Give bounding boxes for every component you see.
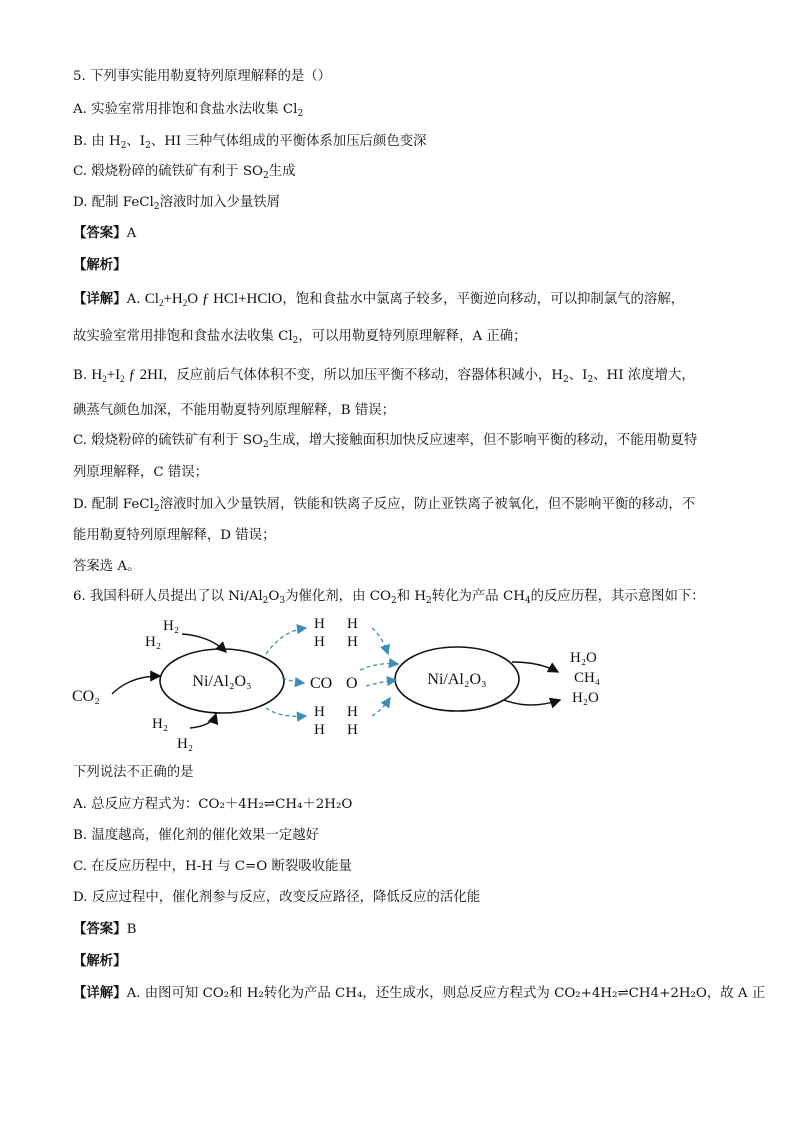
- q6-analysis-label: 【解析】: [73, 953, 127, 969]
- q5-detail-b-line1: B. $H_2+I_2$ ƒ 2HI，反应前后气体体积不变，所以加压平衡不移动，容器体积减小，$H_2$、$I_2$、HI 浓度增大，: [73, 367, 695, 385]
- q5-detail-c-line2: 列原理解释，C 错误；: [73, 465, 209, 480]
- q5-conclusion: 答案选 A。: [73, 559, 141, 574]
- q5-detail-d-line2: 能用勒夏特列原理解释，D 错误；: [73, 528, 276, 543]
- intermediate-h: H: [314, 722, 325, 738]
- reactant-h2-bottom-a: H₂: [152, 716, 169, 732]
- arrow-dashed: [266, 628, 306, 654]
- arrow-dashed: [282, 678, 304, 683]
- product-h2o: H₂O: [570, 650, 597, 666]
- q6-option-b: B. 温度越高，催化剂的催化效果一定越好: [73, 828, 319, 843]
- intermediate-h: H: [347, 704, 358, 720]
- q6-prompt: 下列说法不正确的是: [73, 765, 194, 780]
- q5-option-a: A. 实验室常用排饱和食盐水法收集 $Cl_2$: [73, 102, 304, 119]
- arrow-dashed: [372, 698, 390, 716]
- product-h2o: H₂O: [572, 690, 599, 706]
- intermediate-h: H: [314, 616, 325, 632]
- intermediate-h: H: [347, 722, 358, 738]
- q6-option-d: D. 反应过程中，催化剂参与反应，改变反应路径，降低反应的活化能: [73, 890, 481, 905]
- q5-analysis-label: 【解析】: [73, 257, 127, 273]
- reactant-h2-top-a: H₂: [163, 618, 180, 634]
- catalyst-label-left: Ni/Al₂O₃: [192, 673, 252, 690]
- q6-option-a: A. 总反应方程式为：CO₂＋4H₂⇌CH₄＋2H₂O: [73, 797, 353, 812]
- arrow-product-bottom: [504, 700, 560, 705]
- reactant-h2-top-b: H₂: [145, 634, 162, 650]
- q5-option-d: D. 配制 FeCl$_2$溶液时加入少量铁屑: [73, 195, 281, 212]
- intermediate-h: H: [347, 616, 358, 632]
- intermediate-h: H: [314, 704, 325, 720]
- q6-stem: 6. 我国科研人员提出了以 $Ni/Al_2O_3$为催化剂，由 $CO_2$和 $H_2$转化为产品 $CH_4$的反应历程，其示意图如下：: [73, 589, 705, 606]
- intermediate-o: O: [346, 675, 358, 692]
- q6-answer: 【答案】B: [73, 921, 137, 937]
- product-ch4: CH₄: [574, 670, 601, 686]
- q5-detail-a-line1: 【详解】A. $Cl_2+H_2O$ ƒ HCl+HClO，饱和食盐水中氯离子较多，平衡逆向移动，可以抑制氯气的溶解，: [73, 291, 685, 308]
- arrow-dashed: [372, 628, 388, 654]
- arrow-h2-bottom: [190, 714, 216, 728]
- arrow-dashed: [360, 664, 398, 670]
- reaction-mechanism-diagram: [60, 606, 620, 756]
- arrow-product-top: [512, 662, 558, 672]
- q6-option-c: C. 在反应历程中，H-H 与 C=O 断裂吸收能量: [73, 859, 352, 874]
- q5-option-b: B. 由 $H_2$、$I_2$、HI 三种气体组成的平衡体系加压后颜色变深: [73, 134, 427, 151]
- catalyst-label-right: Ni/Al₂O₃: [427, 671, 487, 688]
- intermediate-h: H: [347, 634, 358, 650]
- q5-detail-c-line1: C. 煅烧粉碎的硫铁矿有利于 $SO_2$生成，增大接触面积加快反应速率，但不影响平衡的移动，不能用勒夏特: [73, 433, 698, 450]
- q5-option-c: C. 煅烧粉碎的硫铁矿有利于 $SO_2$生成: [73, 164, 296, 181]
- reactant-co2: CO₂: [72, 688, 100, 705]
- arrow-co2: [112, 676, 160, 694]
- q5-detail-a-line2: 故实验室常用排饱和食盐水法收集 $Cl_2$，可以用勒夏特列原理解释，A 正确；: [73, 329, 527, 346]
- intermediate-co: CO: [310, 675, 333, 692]
- intermediate-h: H: [314, 634, 325, 650]
- q5-detail-b-line2: 碘蒸气颜色加深，不能用勒夏特列原理解释，B 错误；: [73, 403, 396, 418]
- arrow-dashed: [266, 708, 306, 716]
- arrow-dashed: [366, 680, 396, 686]
- reactant-h2-bottom-b: H₂: [177, 736, 194, 752]
- q5-answer: 【答案】A: [73, 225, 137, 241]
- q6-detail-a: 【详解】A. 由图可知 CO₂和 H₂转化为产品 CH₄，还生成水，则总反应方程式为 CO₂+4H₂⇌CH4+2H₂O，故 A 正: [73, 985, 766, 1001]
- q5-stem: 5. 下列事实能用勒夏特列原理解释的是（）: [73, 69, 332, 84]
- q5-detail-d-line1: D. 配制 FeCl$_2$溶液时加入少量铁屑，铁能和铁离子反应，防止亚铁离子被氧化，但不影响平衡的移动，不: [73, 497, 696, 514]
